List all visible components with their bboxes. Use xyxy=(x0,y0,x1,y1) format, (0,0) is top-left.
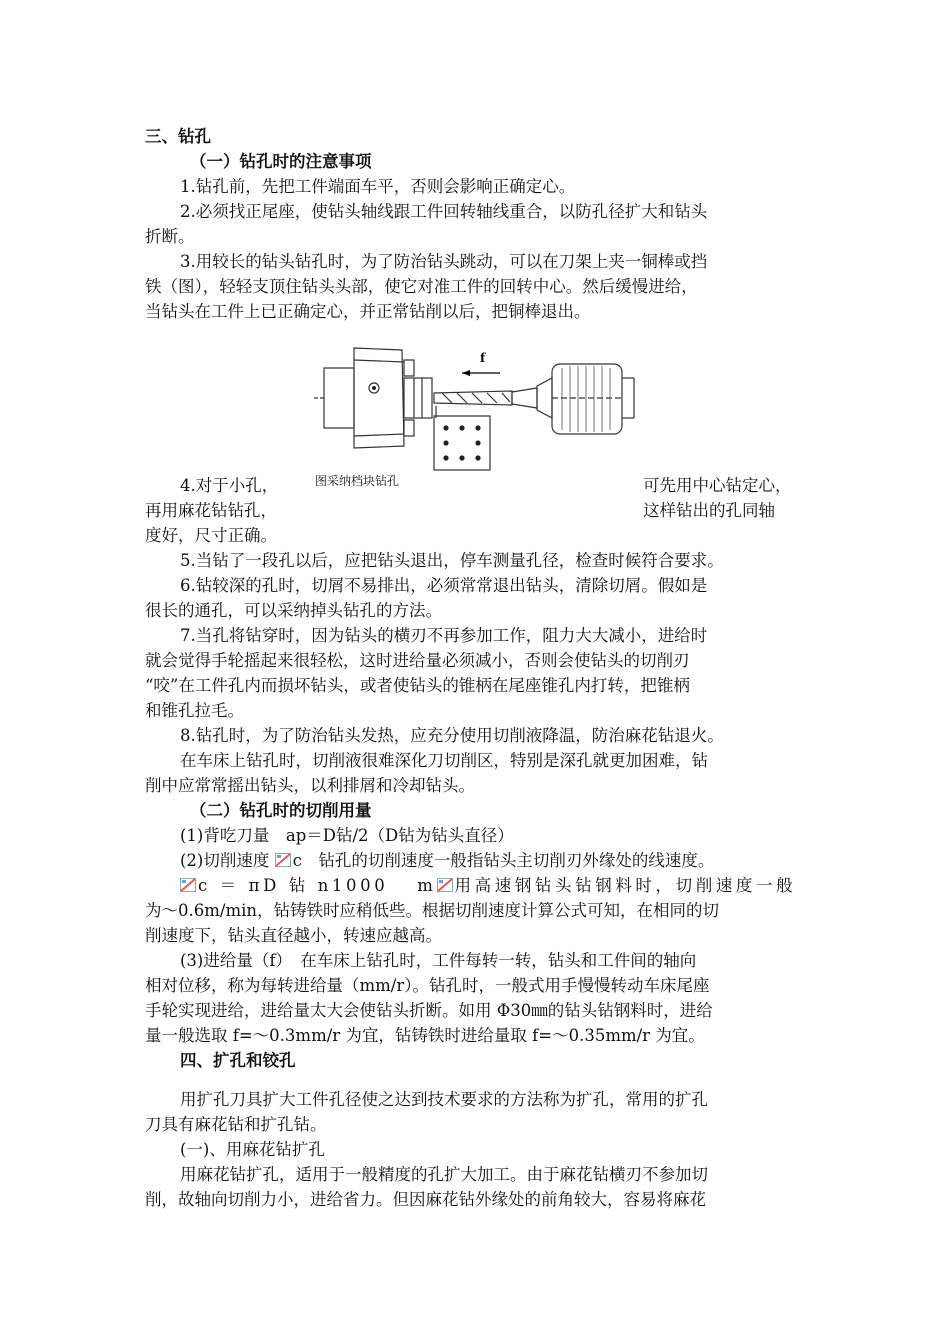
paragraph-9-line-2: 削中应常常摇出钻头，以利排屑和冷却钻头。 xyxy=(145,776,475,795)
twist-drill-paragraph-line-1: 用麻花钻扩孔，适用于一般精度的孔扩大加工。由于麻花钻横刃不参加切 xyxy=(180,1165,708,1184)
cutting-speed-text: c 钻孔的切削速度一般指钻头主切削刃外缘处的线速度。 xyxy=(292,851,715,870)
paragraph-6-line-2: 很长的通孔，可以采纳掉头钻孔的方法。 xyxy=(145,601,442,620)
section-4-title: 四、扩孔和铰孔 xyxy=(180,1051,296,1070)
paragraph-3-line-1: 3.用较长的钻头钻孔时，为了防治钻头跳动，可以在刀架上夹一铜棒或挡 xyxy=(180,252,708,271)
feed-rate-line-3: 手轮实现进给，进给量太大会使钻头折断。如用 Φ30㎜的钻头钻钢料时，进给 xyxy=(145,1001,713,1020)
paragraph-7-line-3: “咬”在工件孔内而损坏钻头，或者使钻头的锥柄在尾座锥孔内打转，把锥柄 xyxy=(145,676,690,695)
reaming-paragraph-line-1: 用扩孔刀具扩大工件孔径使之达到技术要求的方法称为扩孔，常用的扩孔 xyxy=(180,1090,708,1109)
speed-formula-line xyxy=(180,875,796,897)
reaming-paragraph-line-2: 刀具有麻花钻和扩孔钻。 xyxy=(145,1115,327,1134)
broken-image-icon xyxy=(275,853,291,867)
paragraph-7-line-1: 7.当孔将钻穿时，因为钻头的横刃不再参加工作，阻力大大减小，进给时 xyxy=(180,626,708,645)
paragraph-2-line-2: 折断。 xyxy=(145,227,195,246)
cutting-speed-label: (2)切削速度 xyxy=(180,851,275,870)
feed-rate-line-1: (3)进给量（f） 在车床上钻孔时，工件每转一转，钻头和工件间的轴向 xyxy=(180,951,697,970)
paragraph-2-line-1: 2.必须找正尾座，使钻头轴线跟工件回转轴线重合，以防孔径扩大和钻头 xyxy=(180,202,708,221)
paragraph-9-line-1: 在车床上钻孔时，切削液很难深化刀切削区，特别是深孔就更加困难，钻 xyxy=(180,751,708,770)
cutting-speed-line-2: 为～0.6m/min，钻铸铁时应稍低些。根据切削速度计算公式可知，在相同的切 xyxy=(145,901,719,920)
paragraph-8: 8.钻孔时，为了防治钻头发热，应充分使用切削液降温，防治麻花钻退火。 xyxy=(180,726,724,745)
cutting-depth-line: (1)背吃刀量 ap＝D钻/2（D钻为钻头直径） xyxy=(180,826,514,845)
paragraph-5: 5.当钻了一段孔以后，应把钻头退出，停车测量孔径，检查时候符合要求。 xyxy=(180,551,724,570)
paragraph-4-line-2-right: 这样钻出的孔同轴 xyxy=(643,501,775,520)
subsection-2-title: （二）钻孔时的切削用量 xyxy=(190,801,372,820)
paragraph-4-line-3: 度好，尺寸正确。 xyxy=(145,526,277,545)
broken-image-icon xyxy=(180,878,196,892)
paragraph-3-line-2: 铁（图），轻轻支顶住钻头头部，使它对准工件的回转中心。然后缓慢进给， xyxy=(145,277,698,296)
subsection-twist-drill-title: (一)、用麻花钻扩孔 xyxy=(180,1140,325,1159)
cutting-speed-line-3: 削速度下，钻头直径越小，转速应越高。 xyxy=(145,926,442,945)
paragraph-6-line-1: 6.钻较深的孔时，切屑不易排出，必须常常退出钻头，清除切屑。假如是 xyxy=(180,576,708,595)
speed-formula-text: 用高速钢钻头钻钢料时，切削速度一般 xyxy=(454,876,797,895)
feed-rate-line-4: 量一般选取 f=～0.3mm/r 为宜，钻铸铁时进给量取 f=～0.35mm/r 为宜。 xyxy=(145,1026,705,1045)
paragraph-7-line-4: 和锥孔拉毛。 xyxy=(145,701,244,720)
twist-drill-paragraph-line-2: 削，故轴向切削力小，进给省力。但因麻花钻外缘处的前角较大，容易将麻花 xyxy=(145,1190,706,1209)
paragraph-3-line-3: 当钻头在工件上已正确定心，并正常钻削以后，把铜棒退出。 xyxy=(145,302,591,321)
paragraph-1: 1.钻孔前，先把工件端面车平，否则会影响正确定心。 xyxy=(180,177,576,196)
broken-image-icon xyxy=(437,878,453,892)
cutting-speed-line xyxy=(180,850,714,872)
section-3-title: 三、钻孔 xyxy=(145,127,211,146)
drilling-figure xyxy=(312,338,642,478)
paragraph-7-line-2: 就会觉得手轮摇起来很轻松，这时进给量必须减小，否则会使钻头的切削刃 xyxy=(145,651,690,670)
paragraph-4-line-1-right: 可先用中心钻定心， xyxy=(643,476,792,495)
subsection-1-title: （一）钻孔时的注意事项 xyxy=(190,152,372,171)
feed-label-f: f xyxy=(480,351,486,365)
paragraph-4-line-2-left: 再用麻花钻钻孔， xyxy=(145,501,277,520)
figure-caption: 图采纳档块钻孔 xyxy=(315,474,400,488)
speed-formula: c ＝ πD 钻 n1000 m xyxy=(198,876,437,895)
paragraph-4-line-1-left: 4.对于小孔， xyxy=(180,476,279,495)
feed-rate-line-2: 相对位移，称为每转进给量（mm/r）。钻孔时，一般式用手慢慢转动车床尾座 xyxy=(145,976,710,995)
